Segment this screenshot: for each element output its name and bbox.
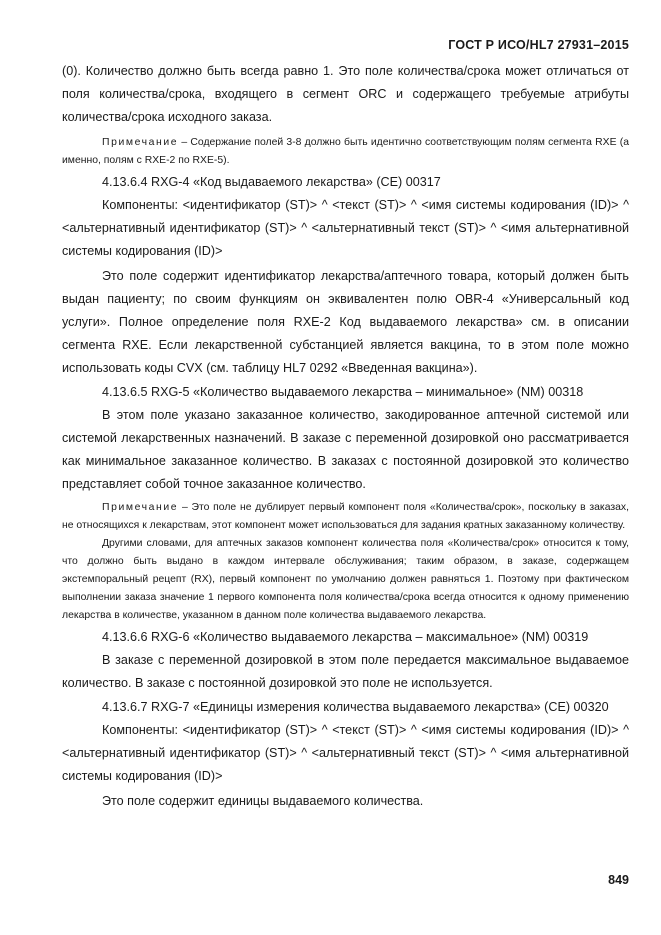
paragraph: Это поле содержит идентификатор лекарства/аптечного товара, который должен быть выдан пациенту; по своим функциям он эквивалентен полю OBR-4 «Универсальный код услуги». Полное определение поля RXE-2 Код выдаваемого лекарства» см. в описании сегмента RXE. Если лекарственной субстанцией является вакцина, то в этом поле можно использовать коды CVX (см. таблицу HL7 0292 «Введенная вакцина»). [62,269,629,375]
page-number: 849 [608,873,629,887]
note-label: Примечание [102,137,179,148]
paragraph: Компоненты: <идентификатор (ST)> ^ <текст (ST)> ^ <имя системы кодирования (ID)> ^ <альтернативный идентификатор (ST)> ^ <альтернативный текст (ST)> ^ <имя альтернативной системы кодирования (ID)> [62,198,629,258]
note-text: – Это поле не дублирует первый компонент поля «Количества/срок», поскольку в заказах, не относящихся к лекарствам, этот компонент может использоваться для задания кратных заказанному количеству. [62,502,629,531]
paragraph: В заказе с переменной дозировкой в этом поле передается максимальное выдаваемое количество. В заказе с постоянной дозировкой это поле не используется. [62,653,629,690]
note-text: – Содержание полей 3-8 должно быть идентично соответствующим полям сегмента RXE (а именно, полям с RXE-2 по RXE-5). [62,137,629,166]
paragraph: Это поле содержит единицы выдаваемого количества. [102,794,424,808]
paragraph: (0). Количество должно быть всегда равно 1. Это поле количества/срока может отличаться от поля количества/срока, входящего в сегмент ORC и содержащего требуемые атрибуты количества/срока исходного заказа. [62,64,629,124]
page-body [62,60,629,813]
section-heading: 4.13.6.7 RXG-7 «Единицы измерения количества выдаваемого лекарства» (CE) 00320 [102,700,609,714]
section-heading: 4.13.6.4 RXG-4 «Код выдаваемого лекарства» (CE) 00317 [102,175,441,189]
note-paragraph: Другими словами, для аптечных заказов компонент количества поля «Количества/срок» относится к тому, что должно быть выдано в каждом интервале обслуживания; таким образом, в заказе, содержащем экстемпоральный рецепт (RX), первый компонент по умолчанию должен равняться 1. Поэтому при фактическом выполнении заказа значение 1 первого компонента поля количества/срока всегда относится к одному применению лекарства в количестве, указанном в данном поле количества выдаваемого лекарства. [62,538,629,621]
paragraph: Компоненты: <идентификатор (ST)> ^ <текст (ST)> ^ <имя системы кодирования (ID)> ^ <альтернативный идентификатор (ST)> ^ <альтернативный текст (ST)> ^ <имя альтернативной системы кодирования (ID)> [62,723,629,783]
note [62,134,629,170]
section-heading: 4.13.6.6 RXG-6 «Количество выдаваемого лекарства – максимальное» (NM) 00319 [102,630,589,644]
paragraph: В этом поле указано заказанное количество, закодированное аптечной системой или системой лекарственных назначений. В заказе с переменной дозировкой оно рассматривается как минимальное заказанное количество. В заказах с постоянной дозировкой это количество представляет собой точное заказанное количество. [62,408,629,491]
document-header: ГОСТ Р ИСО/HL7 27931–2015 [448,38,629,52]
section-heading: 4.13.6.5 RXG-5 «Количество выдаваемого лекарства – минимальное» (NM) 00318 [102,385,584,399]
note [62,499,629,535]
note-label: Примечание [102,502,179,513]
